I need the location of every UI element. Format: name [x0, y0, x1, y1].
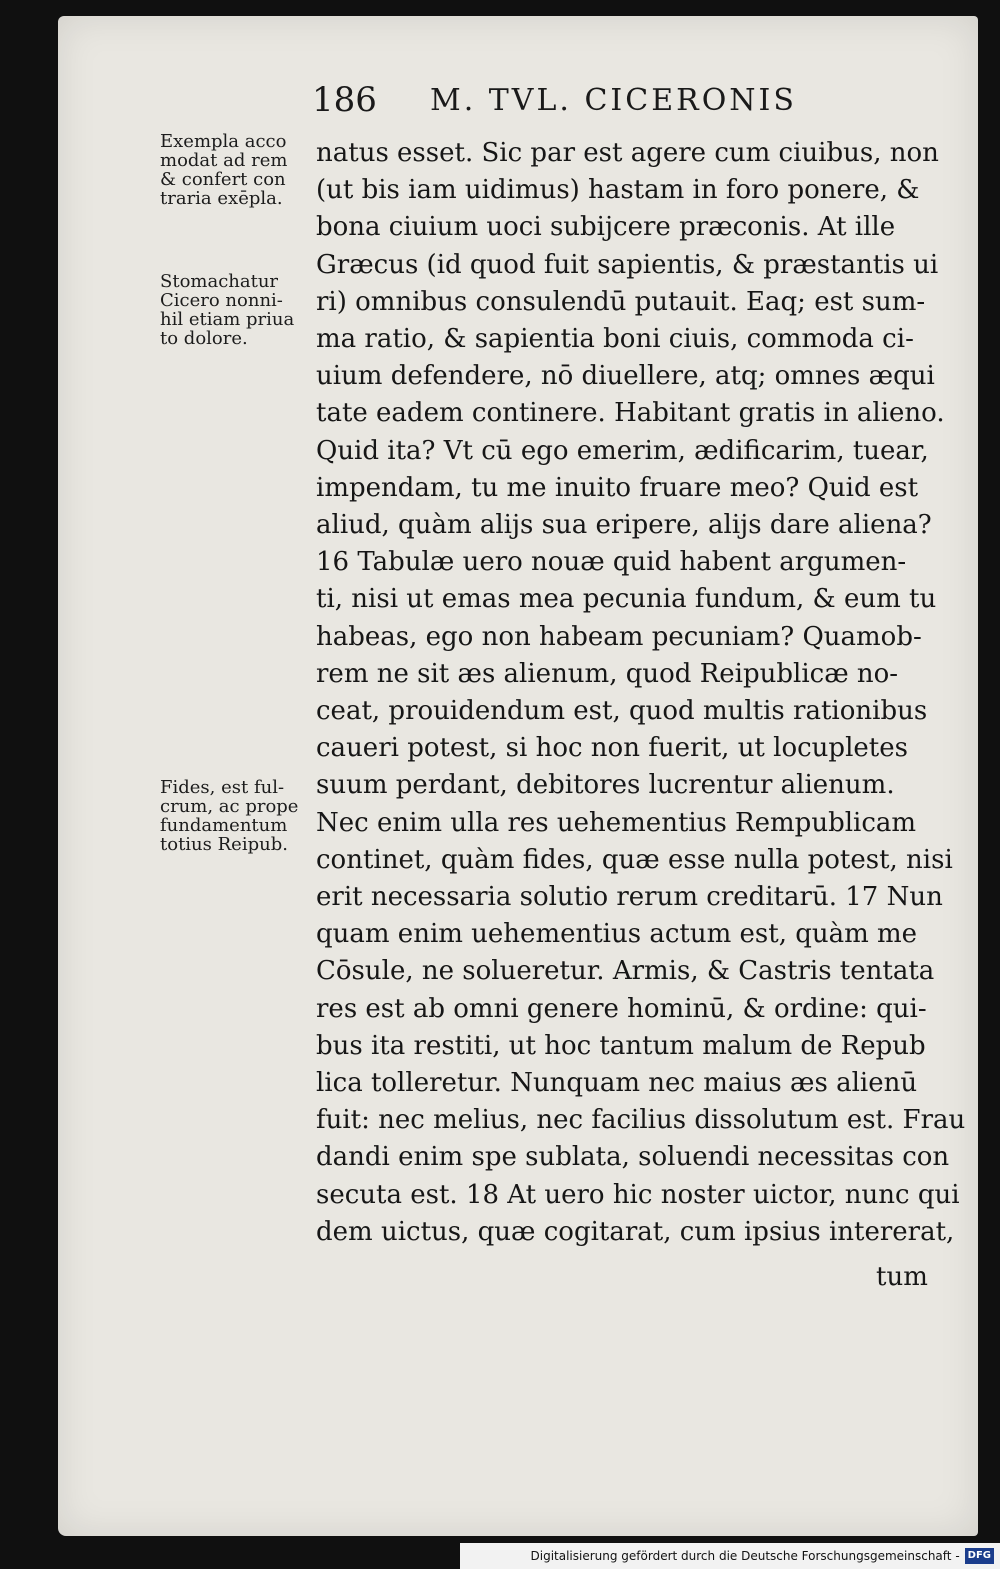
text-line: rem ne sit æs alienum, quod Reipublicæ no-	[316, 658, 899, 689]
page-header	[312, 80, 912, 126]
credit-text: Digitalisierung gefördert durch die Deutsche Forschungsgemeinschaft -	[530, 1549, 960, 1563]
margin-note-line: modat ad rem	[160, 150, 288, 171]
text-line: suum perdant, debitores lucrentur alienum.	[316, 770, 895, 801]
text-line: bus ita restiti, ut hoc tantum malum de Repub	[316, 1030, 926, 1061]
text-line: ti, nisi ut emas mea pecunia fundum, & eum tu	[316, 584, 937, 615]
running-head: M. TVL. CICERONIS	[430, 83, 797, 118]
text-line: aliud, quàm alijs sua eripere, alijs dare aliena?	[316, 510, 932, 541]
text-line: ceat, prouidendum est, quod multis rationibus	[316, 696, 928, 727]
text-line: impendam, tu me inuito fruare meo? Quid est	[316, 472, 919, 503]
catchword: tum	[876, 1262, 928, 1292]
text-line: lica tolleretur. Nunquam nec maius æs alienū	[316, 1068, 918, 1099]
text-line: dem uictus, quæ cogitarat, cum ipsius intererat,	[316, 1216, 955, 1247]
margin-note-line: Cicero nonni-	[160, 290, 283, 311]
text-line: Græcus (id quod fuit sapientis, & præstantis ui	[316, 249, 939, 280]
text-line: dandi enim spe sublata, soluendi necessitas con	[316, 1142, 950, 1173]
margin-note-line: crum, ac prope	[160, 796, 299, 817]
text-line: Quid ita? Vt cū ego emerim, ædificarim, tuear,	[316, 435, 929, 466]
text-line: (ut bis iam uidimus) hastam in foro ponere, &	[316, 175, 920, 206]
text-line: uium defendere, nō diuellere, atq; omnes æqui	[316, 361, 935, 392]
margin-note-line: Stomachatur	[160, 271, 279, 292]
margin-note-line: fundamentum	[160, 815, 288, 836]
text-line: ma ratio, & sapientia boni ciuis, commoda ci-	[316, 324, 914, 355]
margin-note	[160, 778, 310, 854]
text-line: natus esset. Sic par est agere cum ciuibus, non	[316, 138, 939, 168]
main-text	[316, 135, 966, 1251]
text-line: 16 Tabulæ uero nouæ quid habent argumen-	[316, 547, 907, 578]
text-line: ri) omnibus consulendū putauit. Eaq; est sum-	[316, 286, 926, 317]
margin-note-line: Exempla acco	[160, 131, 287, 152]
text-line: tate eadem continere. Habitant gratis in alieno.	[316, 398, 945, 429]
margin-note	[160, 132, 310, 208]
margin-note-line: Fides, est ful-	[160, 777, 285, 798]
text-line: bona ciuium uoci subijcere præconis. At ille	[316, 212, 896, 243]
margin-note-line: traria exēpla.	[160, 188, 283, 209]
text-line: fuit: nec melius, nec facilius dissolutum est. Frau	[316, 1105, 966, 1136]
text-line: res est ab omni genere hominū, & ordine: qui-	[316, 993, 927, 1024]
text-line: Nec enim ulla res uehementius Rempublicam	[316, 807, 917, 838]
text-line: erit necessaria solutio rerum creditarū. 17 Nun	[316, 882, 943, 913]
dfg-logo[interactable]: DFG	[965, 1548, 994, 1564]
page-number: 186	[312, 80, 377, 120]
margin-note-line: & confert con	[160, 169, 286, 190]
text-line: caueri potest, si hoc non fuerit, ut locupletes	[316, 733, 908, 764]
text-line: continet, quàm fides, quæ esse nulla potest, nisi	[316, 844, 953, 875]
digitization-credit-bar	[460, 1543, 1000, 1569]
margin-note	[160, 272, 310, 348]
text-line: habeas, ego non habeam pecuniam? Quamob-	[316, 621, 922, 652]
text-line: secuta est. 18 At uero hic noster uictor, nunc qui	[316, 1179, 960, 1210]
margin-note-line: to dolore.	[160, 328, 248, 349]
margin-note-line: hil etiam priua	[160, 309, 295, 330]
text-line: Cōsule, ne solueretur. Armis, & Castris tentata	[316, 956, 935, 987]
margin-note-line: totius Reipub.	[160, 834, 288, 855]
text-line: quam enim uehementius actum est, quàm me	[316, 919, 918, 950]
